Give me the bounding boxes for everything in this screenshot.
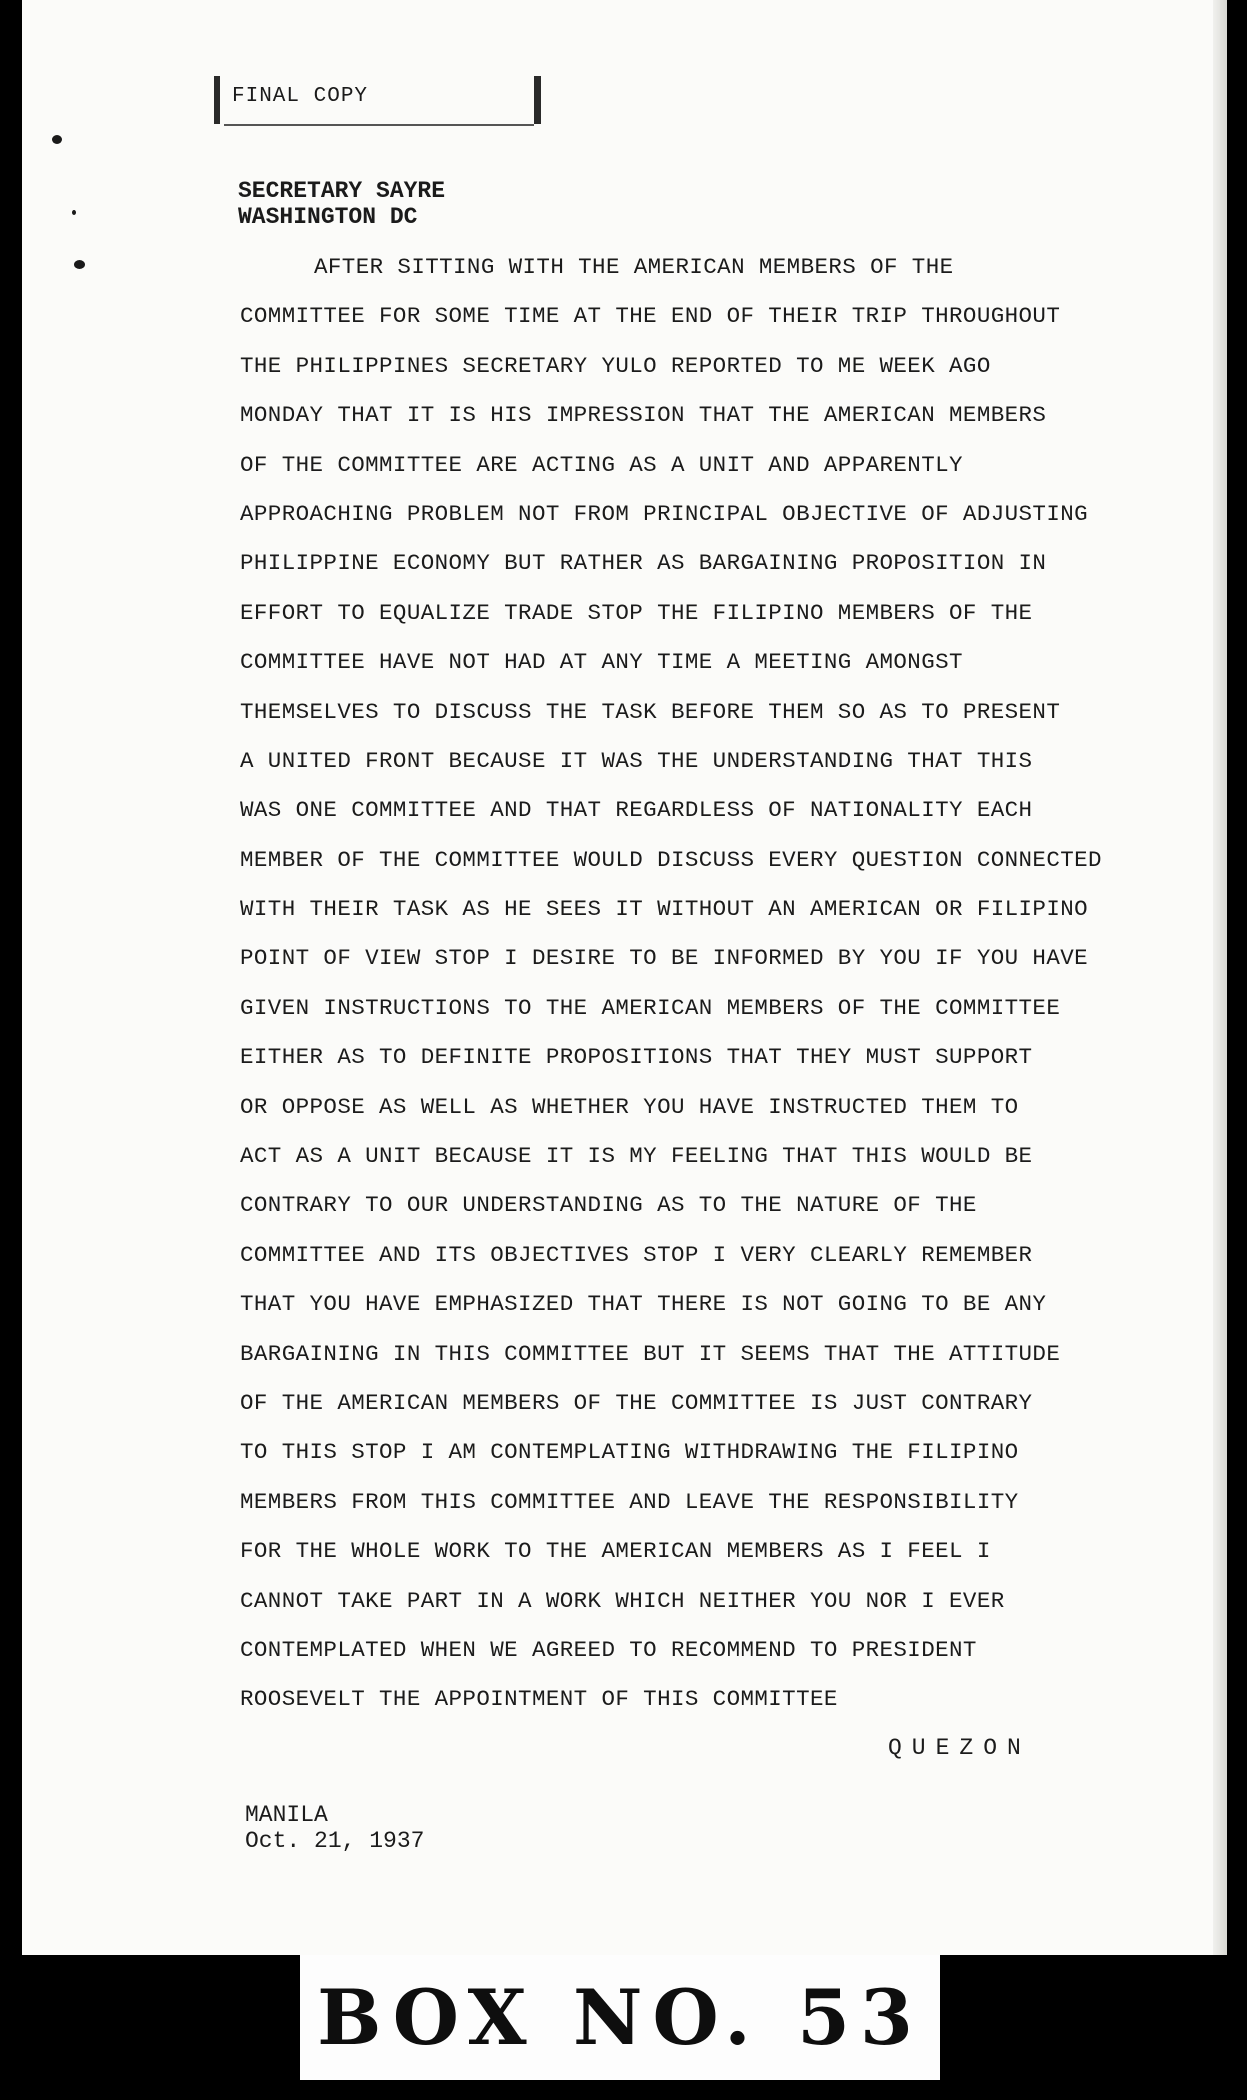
body-line: ACT AS A UNIT BECAUSE IT IS MY FEELING THAT THIS WOULD BE (240, 1143, 1033, 1170)
margin-speck (52, 135, 62, 144)
addressee-block (238, 178, 445, 230)
date: Oct. 21, 1937 (245, 1828, 425, 1854)
body-line: POINT OF VIEW STOP I DESIRE TO BE INFORMED BY YOU IF YOU HAVE (240, 945, 1089, 972)
final-copy-stamp (194, 70, 394, 128)
body-line: EFFORT TO EQUALIZE TRADE STOP THE FILIPINO MEMBERS OF THE (240, 599, 1033, 626)
addressee-location: WASHINGTON DC (238, 204, 418, 230)
stamp-bracket-left (214, 76, 220, 124)
body-line: OR OPPOSE AS WELL AS WHETHER YOU HAVE INSTRUCTED THEM TO (240, 1093, 1019, 1120)
signature: QUEZON (888, 1735, 1031, 1761)
body-line: CONTEMPLATED WHEN WE AGREED TO RECOMMEND TO PRESIDENT (240, 1636, 977, 1663)
body-line: CONTRARY TO OUR UNDERSTANDING AS TO THE NATURE OF THE (240, 1192, 977, 1219)
body-line: APPROACHING PROBLEM NOT FROM PRINCIPAL OBJECTIVE OF ADJUSTING (240, 500, 1089, 527)
document-page (22, 0, 1227, 1955)
body-line: CANNOT TAKE PART IN A WORK WHICH NEITHER YOU NOR I EVER (240, 1587, 1005, 1614)
archive-box-label: BOX NO. 53 (300, 1955, 940, 2080)
body-line: AFTER SITTING WITH THE AMERICAN MEMBERS OF THE (314, 254, 954, 280)
body-line: MEMBER OF THE COMMITTEE WOULD DISCUSS EVERY QUESTION CONNECTED (240, 846, 1102, 873)
body-line: MONDAY THAT IT IS HIS IMPRESSION THAT THE AMERICAN MEMBERS (240, 402, 1047, 429)
body-line: WITH THEIR TASK AS HE SEES IT WITHOUT AN AMERICAN OR FILIPINO (240, 896, 1089, 923)
margin-speck (72, 210, 76, 215)
place-date-block (245, 1802, 424, 1854)
margin-speck (74, 260, 85, 269)
body-line: A UNITED FRONT BECAUSE IT WAS THE UNDERSTANDING THAT THIS (240, 747, 1033, 774)
page-edge (1213, 0, 1227, 1955)
body-line: OF THE AMERICAN MEMBERS OF THE COMMITTEE IS JUST CONTRARY (240, 1389, 1033, 1416)
body-line: THAT YOU HAVE EMPHASIZED THAT THERE IS NOT GOING TO BE ANY (240, 1291, 1047, 1318)
body-line: WAS ONE COMMITTEE AND THAT REGARDLESS OF NATIONALITY EACH (240, 797, 1033, 824)
body-line: THEMSELVES TO DISCUSS THE TASK BEFORE THEM SO AS TO PRESENT (240, 698, 1061, 725)
body-line: FOR THE WHOLE WORK TO THE AMERICAN MEMBERS AS I FEEL I (240, 1538, 991, 1565)
body-line: THE PHILIPPINES SECRETARY YULO REPORTED TO ME WEEK AGO (240, 352, 991, 379)
body-line: BARGAINING IN THIS COMMITTEE BUT IT SEEMS THAT THE ATTITUDE (240, 1340, 1061, 1367)
body-line: EITHER AS TO DEFINITE PROPOSITIONS THAT THEY MUST SUPPORT (240, 1044, 1033, 1071)
body-line: COMMITTEE HAVE NOT HAD AT ANY TIME A MEETING AMONGST (240, 649, 963, 676)
place: MANILA (245, 1802, 328, 1828)
body-line: TO THIS STOP I AM CONTEMPLATING WITHDRAWING THE FILIPINO (240, 1439, 1019, 1466)
body-line: OF THE COMMITTEE ARE ACTING AS A UNIT AND APPARENTLY (240, 451, 963, 478)
body-line: ROOSEVELT THE APPOINTMENT OF THIS COMMITTEE (240, 1686, 838, 1713)
body-line: COMMITTEE FOR SOME TIME AT THE END OF THEIR TRIP THROUGHOUT (240, 303, 1061, 330)
stamp-bracket-right (534, 76, 541, 124)
body-line: GIVEN INSTRUCTIONS TO THE AMERICAN MEMBERS OF THE COMMITTEE (240, 994, 1061, 1021)
body-line: MEMBERS FROM THIS COMMITTEE AND LEAVE THE RESPONSIBILITY (240, 1488, 1019, 1515)
stamp-label: FINAL COPY (232, 85, 369, 108)
addressee-name: SECRETARY SAYRE (238, 178, 446, 204)
body-line: COMMITTEE AND ITS OBJECTIVES STOP I VERY CLEARLY REMEMBER (240, 1241, 1033, 1268)
stamp-underline (224, 124, 534, 126)
body-line: PHILIPPINE ECONOMY BUT RATHER AS BARGAINING PROPOSITION IN (240, 550, 1047, 577)
telegram-body (240, 250, 1170, 1732)
